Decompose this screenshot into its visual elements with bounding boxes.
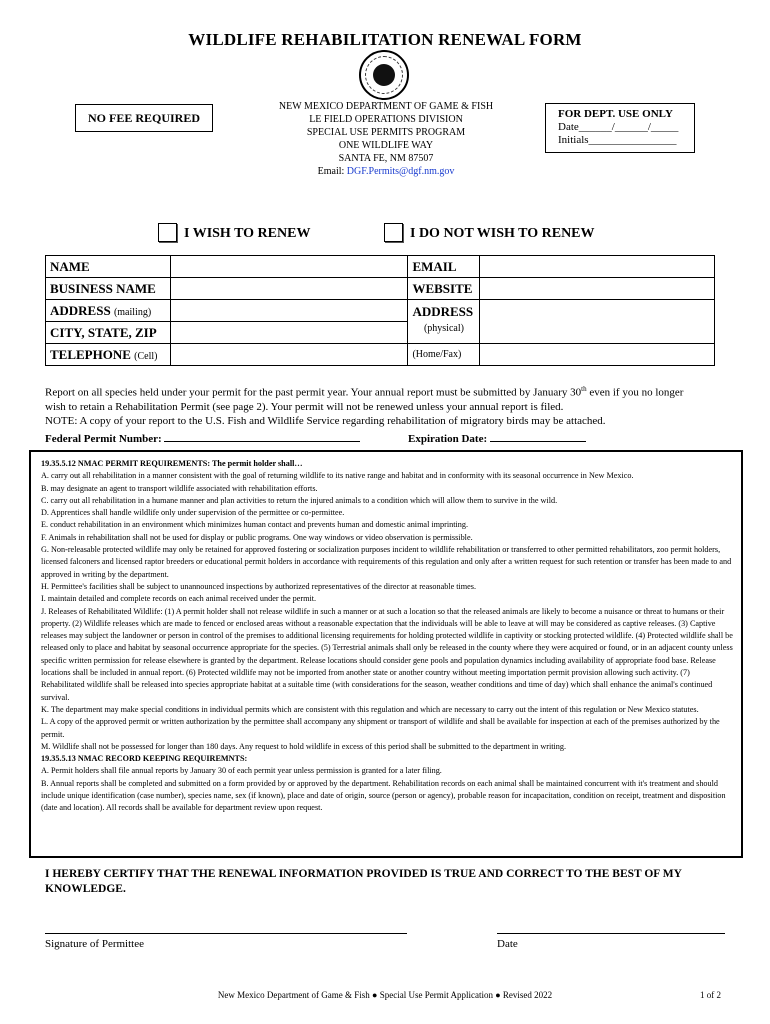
rule-item: I. maintain detailed and complete records on each animal received under the permit. bbox=[41, 594, 317, 604]
physical-address-field[interactable] bbox=[480, 300, 715, 344]
cell-qualifier: (Cell) bbox=[134, 350, 158, 362]
table-row bbox=[46, 278, 715, 300]
record-item: B. Annual reports shall be completed and submitted on a form provided by or approved by the department. Rehabilitation records on each animal shall be maintained concurrent with it's treatment and should include unique identification (case number), species name, sex (if known), place and date of origin, source (person or agency), probable reason for incapacitation, condition on receipt, treatment and disposition (date and location). All records shall be available for department review upon request. bbox=[41, 778, 726, 813]
permit-requirements-box bbox=[29, 450, 743, 858]
page-number: 1 of 2 bbox=[700, 990, 721, 1000]
telephone-text: TELEPHONE bbox=[50, 346, 131, 362]
rule-item: D. Apprentices shall handle wildlife only under supervision of the permittee or co-permittee. bbox=[41, 508, 345, 518]
federal-permit-label: Federal Permit Number: bbox=[45, 433, 162, 445]
rule-item: L. A copy of the approved permit or written authorization by the permittee shall accompany any shipment or transport of wildlife and shall be available for inspection at each of the premises authorized by the permit. bbox=[41, 717, 720, 739]
rule-item: A. carry out all rehabilitation in a manner consistent with the goal of returning wildlife to its native range and habitat and in conformity with its seasonal occurrence in New Mexico. bbox=[41, 471, 634, 481]
page-footer: New Mexico Department of Game & Fish ● Special Use Permit Application ● Revised 2022 bbox=[217, 990, 553, 1000]
no-fee-box: NO FEE REQUIRED bbox=[75, 104, 213, 132]
name-field[interactable] bbox=[170, 256, 408, 278]
rule-item: K. The department may make special conditions in individual permits which are consistent with this regulation and which are necessary to carry out the intent of this regulation or New Mexico statutes. bbox=[41, 704, 699, 714]
physical-address-label bbox=[408, 300, 480, 344]
rule-item: M. Wildlife shall not be possessed for longer than 180 days. Any request to hold wildlife in excess of this period shall be submitted to the department in writing. bbox=[41, 741, 567, 751]
rule-item: B. may designate an agent to transport wildlife associated with rehabilitation efforts. bbox=[41, 483, 318, 493]
email-label-cell: EMAIL bbox=[408, 256, 480, 278]
record-item: A. Permit holders shall file annual reports by January 30 of each permit year unless permission is granted for a later filing. bbox=[41, 766, 442, 776]
telephone-label bbox=[46, 344, 171, 366]
date-field[interactable] bbox=[497, 933, 725, 934]
table-row bbox=[46, 300, 715, 322]
agency-line-5: SANTA FE, NM 87507 bbox=[338, 153, 434, 164]
not-renew-label: I DO NOT WISH TO RENEW bbox=[410, 226, 595, 241]
report-superscript: th bbox=[581, 385, 587, 393]
expiration-label: Expiration Date: bbox=[408, 433, 488, 445]
dept-use-heading: FOR DEPT. USE ONLY bbox=[558, 108, 673, 120]
requirements-heading: 19.35.5.12 NMAC PERMIT REQUIREMENTS: The permit holder shall… bbox=[41, 459, 303, 468]
expiration-field[interactable] bbox=[490, 430, 586, 442]
website-label: WEBSITE bbox=[408, 278, 480, 300]
business-name-label: BUSINESS NAME bbox=[46, 278, 171, 300]
seal-center bbox=[373, 64, 395, 86]
email-field[interactable] bbox=[480, 256, 715, 278]
report-line-1b: even if you no longer bbox=[586, 386, 684, 399]
rule-item: F. Animals in rehabilitation shall not be used for display or public programs. One way windows or video observation is permissible. bbox=[41, 532, 473, 542]
certification-statement: I HEREBY CERTIFY THAT THE RENEWAL INFORMATION PROVIDED IS TRUE AND CORRECT TO THE BEST OF MY KNOWLEDGE. bbox=[45, 868, 682, 895]
telephone-field[interactable] bbox=[170, 344, 408, 366]
physical-address-text: ADDRESS bbox=[412, 304, 474, 319]
email-link[interactable]: DGF.Permits@dgf.nm.gov bbox=[346, 166, 455, 177]
report-line-2: wish to retain a Rehabilitation Permit (see page 2). Your permit will not be renewed unless your annual report is filed. bbox=[45, 400, 564, 413]
table-row bbox=[46, 344, 715, 366]
mailing-address-label bbox=[46, 300, 171, 322]
report-line-1a: Report on all species held under your permit for the past permit year. Your annual report must be submitted by January 30 bbox=[45, 386, 582, 399]
agency-line-1: NEW MEXICO DEPARTMENT OF GAME & FISH bbox=[278, 101, 494, 112]
renew-label: I WISH TO RENEW bbox=[184, 226, 311, 241]
website-field[interactable] bbox=[480, 278, 715, 300]
report-instructions bbox=[45, 382, 725, 428]
city-state-zip-label: CITY, STATE, ZIP bbox=[46, 322, 171, 344]
federal-permit-row bbox=[45, 430, 360, 445]
department-seal-logo bbox=[359, 50, 409, 100]
rule-item: J. Releases of Rehabilitated Wildlife: (1) A permit holder shall not release wildlife in such a manner or at such a location so that the released animals are likely to become a nuisance or threat to humans or their property. (2) Wildlife releases which are made to fenced or enclosed areas without a reasonable expectation that the individuals will be able to leave at will may be considered as captive releases. (3) Captive releases may subject the landowner or person in control of the premises to additional licensing requirements for holding protected wildlife in captivity or stocking protected wildlife. (4) Protected wildlife shall be released only to place and habitat by seasonal occurrence appropriate for the species. (5) Terrestrial animals shall only be released in the county where they were acquired or found, or in an adjacent county unless specific written permission for release elsewhere is granted by the department. Release locations should consider gene pools and population dynamics including availability of appropriate food base. Release locations shall be included in annual report. (6) Protected wildlife may not be imported from another state or another country without meeting importation permit provision allowing such activity. (7) Rehabilitated wildlife shall be released into species appropriate habitat at a suitable time (with considerations for the season, weather conditions and time of day) which shall enhance the animal's continued survival. bbox=[41, 606, 733, 702]
mailing-qualifier: (mailing) bbox=[113, 306, 152, 318]
city-state-zip-field[interactable] bbox=[170, 322, 408, 344]
physical-qualifier: (physical) bbox=[423, 323, 464, 334]
rule-item: E. conduct rehabilitation in an environment which minimizes human contact and prevents human and domestic animal imprinting. bbox=[41, 520, 469, 530]
record-keeping-heading: 19.35.5.13 NMAC RECORD KEEPING REQUIREMNTS: bbox=[41, 754, 248, 764]
rule-item: G. Non-releasable protected wildlife may only be retained for approved fostering or socialization purposes incident to wildlife rehabilitation or transferred to other permitted rehabilitators, zoo permit holders, licensed falconers and licensed raptor breeders or educational permit holders in accordance with requirements of this regulation and only after a written request for such retention or transfer has been made to and approved in writing by the department. bbox=[41, 545, 732, 579]
agency-line-2: LE FIELD OPERATIONS DIVISION bbox=[309, 114, 463, 125]
not-renew-checkbox[interactable] bbox=[384, 223, 403, 242]
home-fax-field[interactable] bbox=[480, 344, 715, 366]
email-label: Email: bbox=[317, 166, 347, 177]
home-fax-label: (Home/Fax) bbox=[408, 344, 480, 366]
mailing-address-text: ADDRESS bbox=[50, 302, 111, 318]
signature-label: Signature of Permittee bbox=[45, 938, 144, 950]
dept-use-box bbox=[545, 103, 695, 153]
signature-field[interactable] bbox=[45, 933, 407, 934]
dept-use-initials: Initials________________ bbox=[558, 134, 677, 146]
federal-permit-field[interactable] bbox=[164, 430, 360, 442]
dept-use-date: Date______/______/_____ bbox=[558, 121, 679, 133]
date-label: Date bbox=[497, 938, 518, 950]
agency-line-4: ONE WILDLIFE WAY bbox=[338, 140, 434, 151]
agency-line-3: SPECIAL USE PERMITS PROGRAM bbox=[306, 127, 466, 138]
table-row bbox=[46, 256, 715, 278]
agency-address bbox=[255, 100, 517, 178]
report-line-1 bbox=[45, 382, 725, 400]
contact-info-table bbox=[45, 255, 715, 366]
rule-item: C. carry out all rehabilitation in a humane manner and plan activities to return the injured animals to a condition which will allow them to survive in the wild. bbox=[41, 495, 558, 505]
business-name-field[interactable] bbox=[170, 278, 408, 300]
renew-checkbox[interactable] bbox=[158, 223, 177, 242]
agency-email-line bbox=[255, 165, 517, 178]
mailing-address-field[interactable] bbox=[170, 300, 408, 322]
report-line-3: NOTE: A copy of your report to the U.S. Fish and Wildlife Service regarding rehabilitation of migratory birds may be attached. bbox=[45, 414, 606, 427]
form-title: WILDLIFE REHABILITATION RENEWAL FORM bbox=[188, 30, 582, 49]
expiration-row bbox=[408, 430, 586, 445]
name-label: NAME bbox=[46, 256, 171, 278]
rule-item: H. Permittee's facilities shall be subject to unannounced inspections by authorized representatives of the director at reasonable times. bbox=[41, 581, 477, 591]
